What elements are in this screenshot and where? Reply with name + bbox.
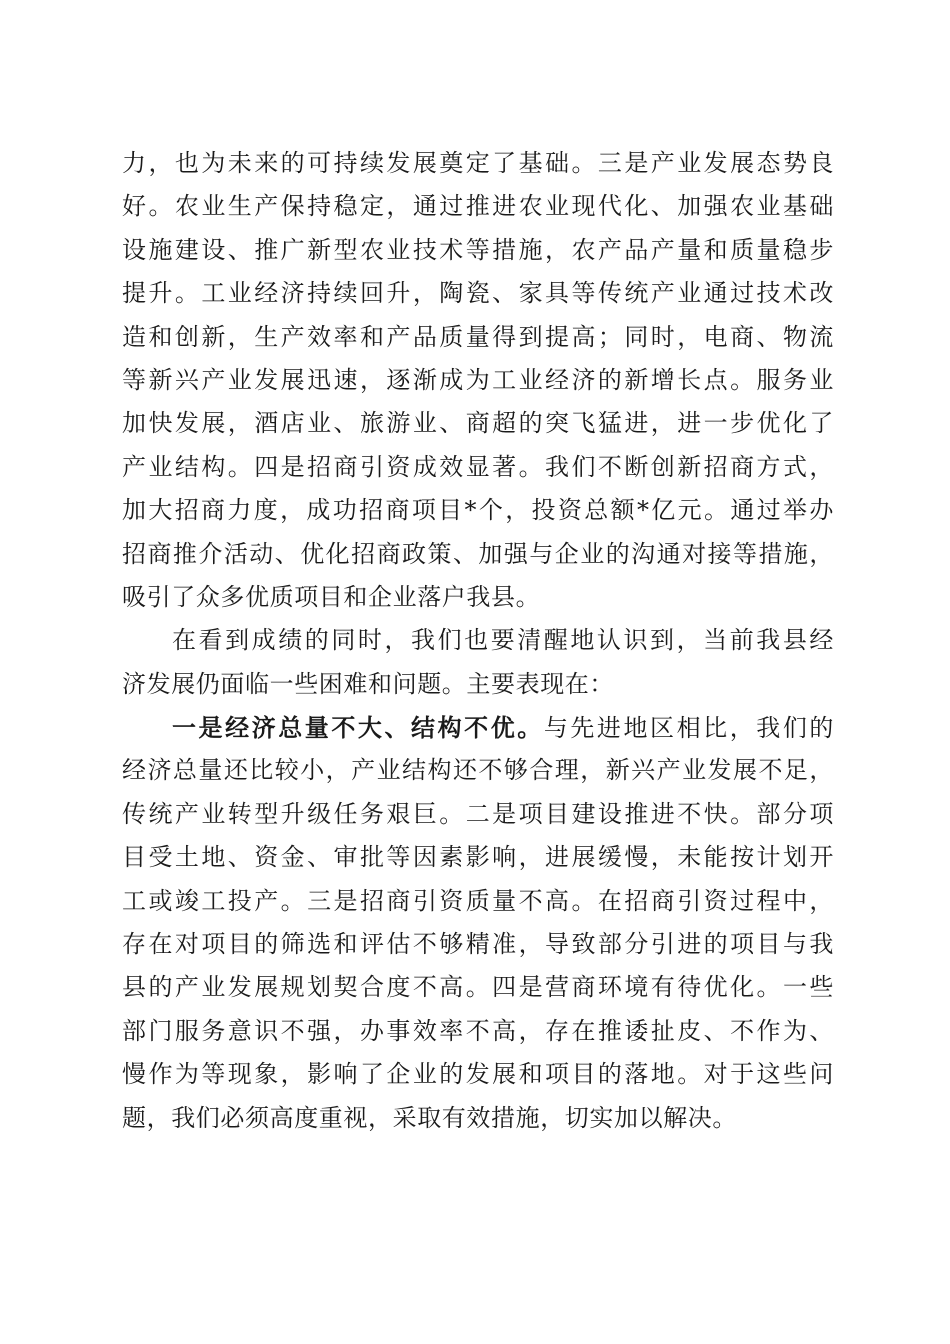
text-run: 与先进地区相比，我们的 <box>543 714 834 743</box>
text-line: 部门服务意识不强，办事效率不高，存在推诿扯皮、不作为、 <box>122 1016 834 1045</box>
text-line: 传统产业转型升级任务艰巨。二是项目建设推进不快。部分项 <box>122 799 834 828</box>
text-line: 加大招商力度，成功招商项目*个，投资总额*亿元。通过举办 <box>122 496 834 525</box>
text-line: 好。农业生产保持稳定，通过推进农业现代化、加强农业基础 <box>122 192 834 221</box>
paragraph-problems-list <box>122 706 834 1140</box>
text-line: 力，也为未来的可持续发展奠定了基础。三是产业发展态势良 <box>122 149 834 177</box>
text-line: 造和创新，生产效率和产品质量得到提高；同时，电商、物流 <box>122 322 834 351</box>
text-line: 工或竣工投产。三是招商引资质量不高。在招商引资过程中， <box>122 886 834 915</box>
paragraph-problems-intro <box>122 619 834 706</box>
text-line: 提升。工业经济持续回升，陶瓷、家具等传统产业通过技术改 <box>122 279 834 308</box>
bold-lead-heading: 一是经济总量不大、结构不优。 <box>172 713 544 743</box>
text-line: 设施建设、推广新型农业技术等措施，农产品产量和质量稳步 <box>122 235 834 264</box>
text-line: 目受土地、资金、审批等因素影响，进展缓慢，未能按计划开 <box>122 843 834 872</box>
text-line: 慢作为等现象，影响了企业的发展和项目的落地。对于这些问 <box>122 1060 834 1089</box>
paragraph-achievements <box>122 142 834 619</box>
text-line: 在看到成绩的同时，我们也要清醒地认识到，当前我县经 <box>172 626 834 655</box>
text-line: 产业结构。四是招商引资成效显著。我们不断创新招商方式， <box>122 452 834 481</box>
text-line: 济发展仍面临一些困难和问题。主要表现在： <box>122 669 614 698</box>
text-line: 经济总量还比较小，产业结构还不够合理，新兴产业发展不足， <box>122 756 834 785</box>
text-line <box>122 706 834 749</box>
text-line: 题，我们必须高度重视，采取有效措施，切实加以解决。 <box>122 1103 737 1132</box>
text-line: 吸引了众多优质项目和企业落户我县。 <box>122 582 541 611</box>
text-line: 加快发展，酒店业、旅游业、商超的突飞猛进，进一步优化了 <box>122 409 834 438</box>
document-body <box>122 142 834 1140</box>
text-line: 县的产业发展规划契合度不高。四是营商环境有待优化。一些 <box>122 973 834 1002</box>
text-line: 招商推介活动、优化招商政策、加强与企业的沟通对接等措施， <box>122 539 834 568</box>
text-line: 等新兴产业发展迅速，逐渐成为工业经济的新增长点。服务业 <box>122 365 834 394</box>
text-line: 存在对项目的筛选和评估不够精准，导致部分引进的项目与我 <box>122 930 834 959</box>
